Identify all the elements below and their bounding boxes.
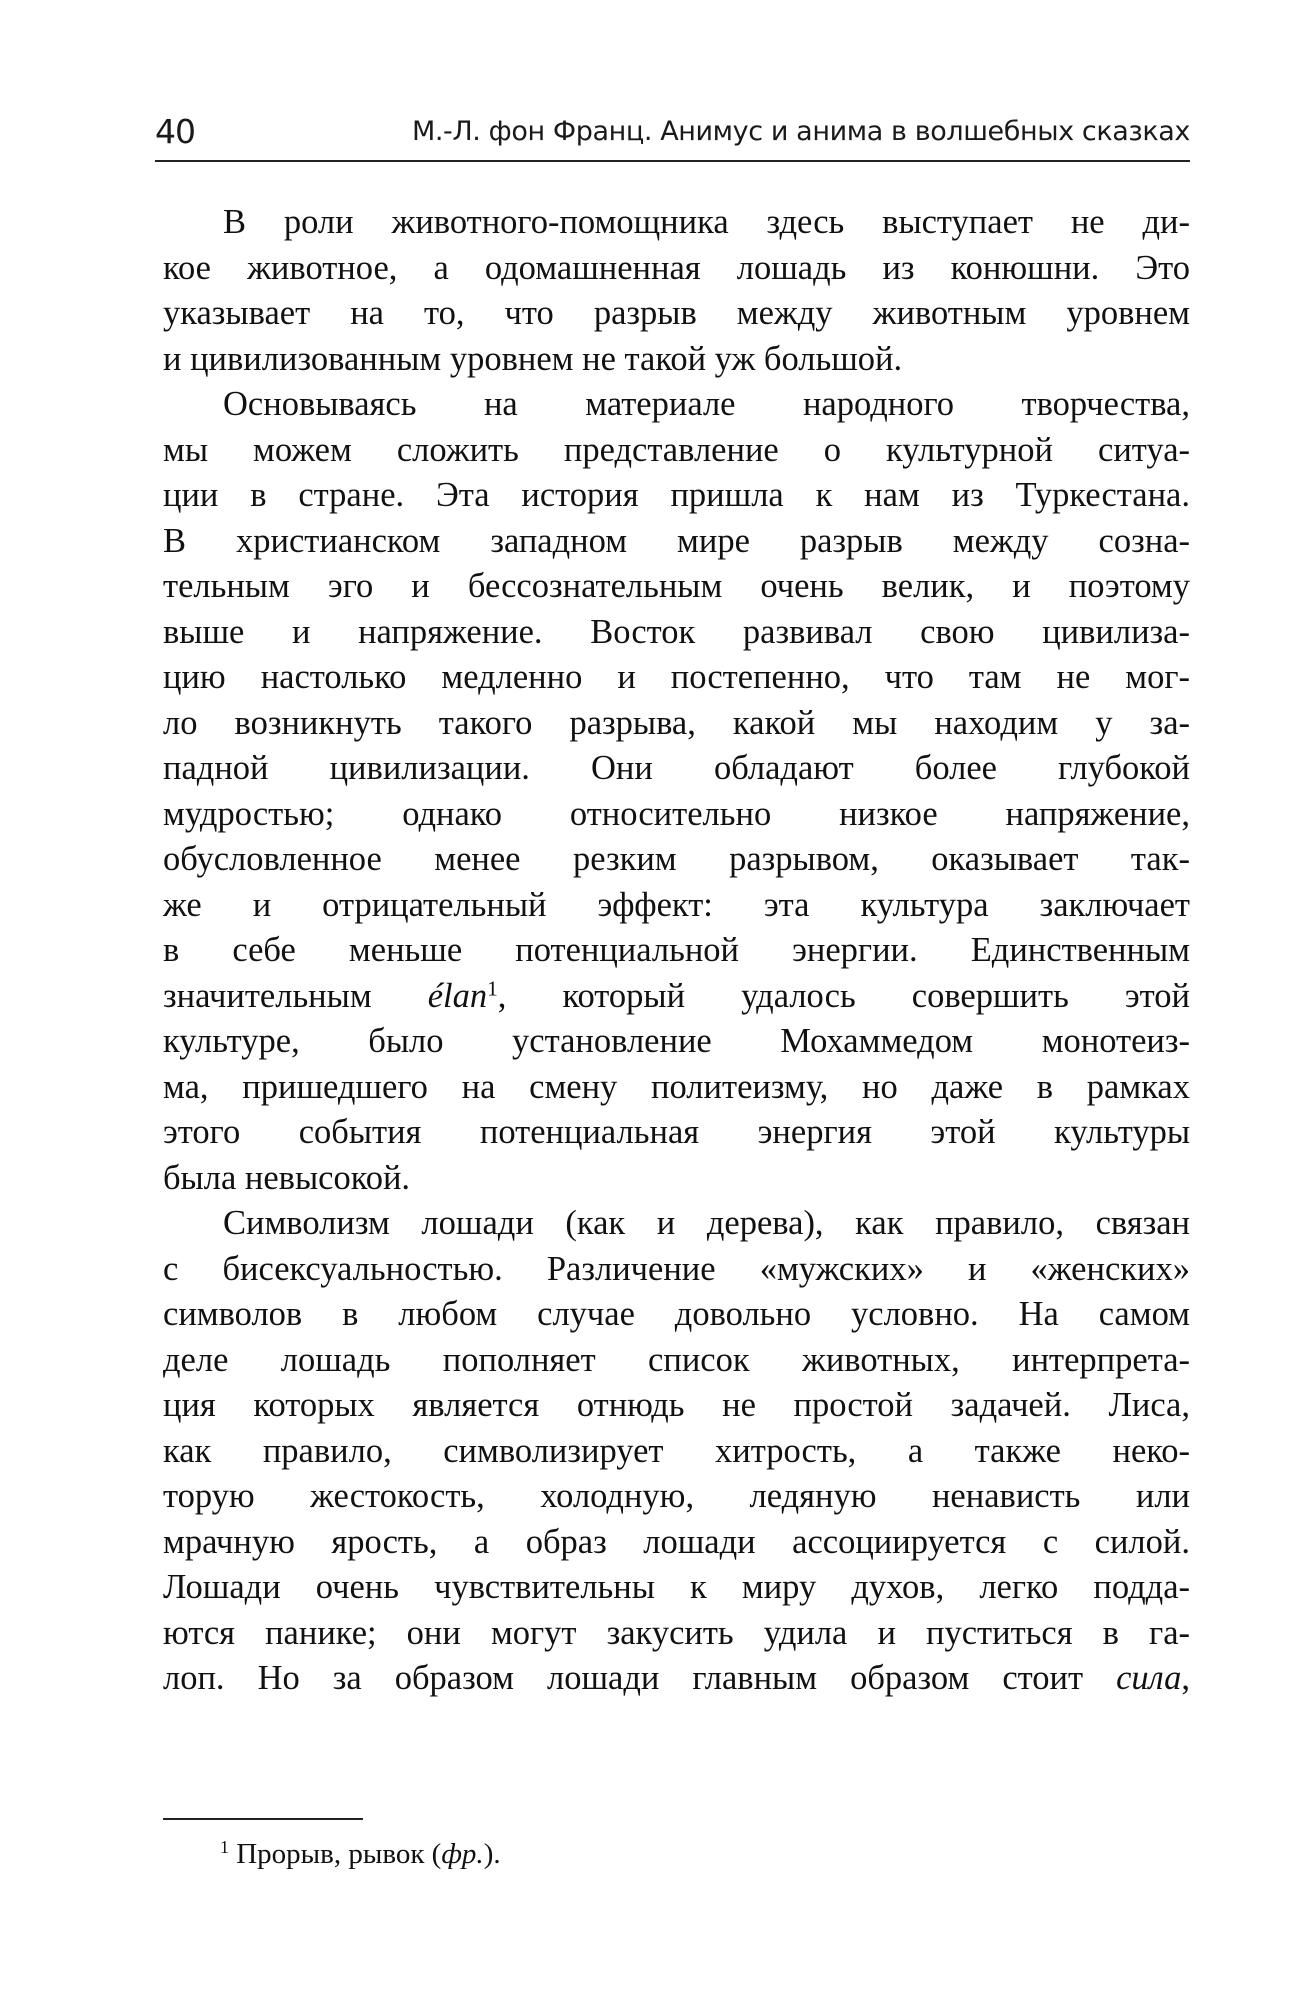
text-line: мрачную ярость, а образ лошади ассоциируется с силой. [163,1522,1190,1561]
text-line: обусловленное менее резким разрывом, оказывает так- [163,840,1190,878]
footnote-mark: 1 [220,1837,229,1858]
text-line: цию настолько медленно и постепенно, что там не мог- [163,658,1190,696]
paragraph-3 [163,1201,1190,1702]
page-header [155,108,1190,162]
text-fragment: , который удалось совершить этой [497,976,1190,1015]
text-line: ция которых является отнюдь не простой задачей. Лиса, [163,1386,1190,1424]
text-fragment: значительным [163,976,428,1015]
text-line: мудростью; однако относительно низкое напряжение, [163,794,1190,833]
text-line: с бисексуальностью. Различение «мужских» и «женских» [163,1249,1190,1288]
text-line: культуре, было установление Мохаммедом монотеиз- [163,1022,1190,1060]
text-line: ции в стране. Эта история пришла к нам из Туркестана. [163,476,1190,514]
footnote-text-end: ). [483,1838,501,1870]
text-line: символов в любом случае довольно условно. На самом [163,1295,1190,1333]
text-line: этого события потенциальная энергия этой культуры [163,1113,1190,1151]
text-line: как правило, символизирует хитрость, а также неко- [163,1431,1190,1470]
text-line: мы можем сложить представление о культурной ситуа- [163,430,1190,469]
text-line: Основываясь на материале народного творчества, [223,385,1190,423]
footnote-reference[interactable]: 1 [487,975,498,1000]
footnote-divider [163,1818,363,1820]
footnote [220,1838,501,1871]
text-line: ются панике; они могут закусить удила и пуститься в га- [163,1613,1190,1652]
text-line: была невысокой. [163,1158,411,1197]
text-line: же и отрицательный эффект: эта культура заключает [163,885,1190,924]
paragraph-1 [163,200,1190,382]
italic-word-sila: сила [1116,1659,1182,1697]
text-line: и цивилизованным уровнем не такой уж большой. [163,339,903,378]
text-line: деле лошадь пополняет список животных, интерпрета- [163,1340,1190,1379]
text-line-elan [163,974,1190,1020]
text-line: указывает на то, что разрыв между животным уровнем [163,294,1190,332]
text-line-final [163,1656,1190,1702]
italic-word-elan: élan [427,976,488,1015]
text-line: падной цивилизации. Они обладают более глубокой [163,749,1190,787]
text-line: в себе меньше потенциальной энергии. Единственным [163,931,1190,969]
text-line: тельным эго и бессознательным очень велик, и поэтому [163,567,1190,605]
text-fragment: , [1181,1659,1190,1697]
running-title: М.-Л. фон Франц. Анимус и анима в волшебных сказках [411,116,1190,147]
text-line: В роли животного-помощника здесь выступает не ди- [223,203,1190,241]
text-line: В христианском западном мире разрыв между созна- [163,521,1190,560]
text-line: торую жестокость, холодную, ледяную ненависть или [163,1477,1190,1515]
text-line: выше и напряжение. Восток развивал свою цивилиза- [163,612,1190,651]
page-number: 40 [155,112,195,151]
body-text [163,200,1190,1702]
text-fragment: лоп. Но за образом лошади главным образом стоит [163,1659,1117,1697]
paragraph-2 [163,382,1190,1201]
text-line: кое животное, а одомашненная лошадь из конюшни. Это [163,248,1190,287]
footnote-abbreviation: фр. [441,1838,484,1870]
text-line: Символизм лошади (как и дерева), как правило, связан [223,1204,1190,1242]
footnote-text: Прорыв, рывок ( [228,1838,442,1870]
text-line: Лошади очень чувствительны к миру духов, легко подда- [163,1568,1190,1606]
text-line: ма, пришедшего на смену политеизму, но даже в рамках [163,1067,1190,1106]
text-line: ло возникнуть такого разрыва, какой мы находим у за- [163,703,1190,742]
